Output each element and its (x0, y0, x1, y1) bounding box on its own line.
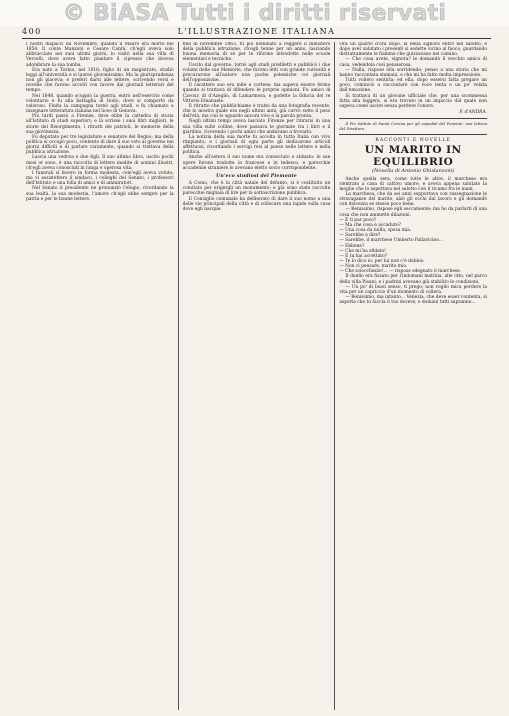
header-rule (22, 38, 491, 39)
paragraph: Anche quella sera, come tutte le altre, il marchese era rientrato a casa di cattivo umore, e aveva appena salutato la moglie che lo aspettava nel salotto con il ricamo fra le mani. (339, 176, 488, 192)
running-title: L'ILLUSTRAZIONE ITALIANA (177, 27, 336, 36)
paragraph: — Nulla, rispose ella sorridendo; penso a una storia che mi hanno raccontata stamani, e che mi ha fatto molta impressione. (339, 67, 488, 78)
paragraph: Ora un quarto d'ora dopo, la bella signora entrò nel salotto, e dopo aver salutato i presenti si sedette vicino al fuoco, guardando distrattamente le fiamme che guizzavano nel camino. (339, 42, 488, 58)
paragraph: Il ritratto che pubblichiamo è tratto da una fotografia recente, che lo mostra quale era negli ultimi anni, già curvo sotto il peso dell'età, ma con lo sguardo ancora vivo e la parola pronta. (182, 103, 331, 120)
paragraph: I funerali si fecero in forma modesta, com'egli aveva voluto; ma vi assistettero il sindaco, i colleghi del Senato, i professori dell'Istituto e una folla di amici e di ammiratori. (26, 170, 174, 187)
paragraph: Era nato a Torino, nel 1816; figlio di un magistrato, studiò leggi all'università e si laureò giovanissimo. Ma la giurisprudenza non gli piaceva; e preferì darsi alle lettere, scrivendo versi e novelle che furono accolti con favore dai giornali letterari del tempo. (26, 67, 174, 94)
dialog-line: — Te lo dico io: per lui non c'è dubbio. (339, 259, 425, 264)
page-number: 400 (22, 27, 42, 36)
paragraph: Nel 1848, quando scoppiò la guerra, entrò nell'esercito come volontario e fu alla battaglia di Goito, dove si comportò da valoroso. Finita la campagna tornò agli studi, e fu chiamato a insegnare letteratura italiana nel liceo di Genova. (26, 93, 174, 115)
section-title: Un'eco studiosi del Piemonte (216, 173, 297, 179)
paragraph: — Che cosa avete, signora? le domandò il vecchio amico di casa, vedendola così pensierosa. (339, 57, 488, 68)
dialog-line: — Ma che cosa è accaduto? (339, 222, 401, 228)
paragraph: A Como, che è la città natale del defunto, si è costituito un comitato per erigergli un monumento; e già sono state raccolte parecchie migliaia di lire per la sottoscrizione pubblica. (182, 181, 331, 197)
dialog-line: — E ti par poco? (339, 217, 377, 223)
dialog-line: — Che sciocchezze!... — rispose sdegnato il marchese. (339, 269, 462, 275)
column-left (22, 42, 178, 710)
paragraph: — Un po' di buon senso, ti prego; non voglio mica perdere la vita per un capriccio d'un momento di collera. (339, 284, 488, 295)
column-middle (178, 42, 335, 710)
dialog-line: — E tu hai accettato? (339, 253, 388, 259)
signature: F. d'ANDRA. (459, 110, 488, 116)
newspaper-page (22, 42, 491, 710)
paragraph: Lascia una vedova e due figli. Il suo ultimo libro, uscito pochi mesi or sono, è una raccolta di lettere inedite di uomini illustri, ch'egli aveva conosciuti in lunga e operosa vita. (26, 155, 174, 171)
paragraph: Il Consiglio comunale ha deliberato di dare il suo nome a una delle vie principali della città e di collocare una lapide sulla casa dove egli nacque. (182, 196, 331, 212)
story-label: RACCONTI E NOVELLE (375, 138, 452, 144)
copyright-watermark: © BiASA Tutti i diritti riservati (0, 0, 509, 26)
paragraph: Tutti vollero sentirla; ed ella, dopo essersi fatta pregare un poco, cominciò a raccontare con voce lenta e un po' velata dall'emozione. (339, 78, 488, 94)
dialog-line: — Sarebbe a dire? (339, 233, 381, 239)
paragraph: Più tardi passò a Firenze, dove ebbe la cattedra di storia all'Istituto di studi superiori; e là scrisse i suoi libri migliori, le storie del Risorgimento, i ritratti dei patrioti, le memorie della sua giovinezza. (26, 114, 174, 135)
paragraph: Il carattere suo era mite e cortese; ma sapeva essere fermo quando si trattava di difendere le proprie opinioni. Fu amico di Cavour, di d'Azeglio, di Lamarmora, e godette la fiducia del re Vittorio Emanuele. (182, 83, 331, 104)
paragraph: I nostri dispacci da Novembre, quando il Mauro era morto nel 1854. Il conte Manzoni e Cesare Cantù, ch'egli aveva solo abbracciato nei suoi ultimi giorni, lo visitò nella sua villa di Vercelli, dove aveva fatto piantare il cipresso che doveva adombrare la sua tomba. (26, 42, 174, 68)
paragraph: Uscito dal governo, tornò agli studi prediletti e pubblicò i due volumi delle sue Memorie, che furono letti con grande curiosità e procurarono all'autore non poche polemiche coi giornali dell'opposizione. (182, 62, 331, 84)
divider (339, 134, 487, 135)
paragraph: Negli ultimi tempi aveva lasciato Firenze per ritirarsi in una sua villa sulle colline, dove passava le giornate tra i libri e il giardino, ricevendo i pochi amici che andavano a trovarlo. (182, 119, 331, 135)
dialog-line: — Che mi ha sfidato! (339, 248, 386, 254)
paragraph: Si trattava di un giovane ufficiale che, per una scommessa fatta alla leggera, si era trovato in un impiccio dal quale non sapeva come uscire senza perdere l'onore. (339, 93, 488, 109)
story-title: UN MARITO IN EQUILIBRIO (364, 144, 462, 169)
paragraph: Nel Senato il presidente ne pronunziò l'elogio, ricordando la sua lealtà, la sua modestia, l'amore ch'egli ebbe sempre per la patria e per le buone lettere. (26, 186, 174, 202)
divider (339, 118, 487, 119)
dialog-line: — Non ci pensare, marito mio. (339, 264, 408, 270)
paragraph: — Benissimo, ma intanto... Venezia, che deve esser contenta, si aspetta che tu faccia il tuo dovere, e domani tutti sapranno... (339, 295, 488, 306)
story-subtitle: (Novella di Antonio Ghislanzoni) (372, 168, 455, 175)
dialog-line: — Una cosa da nulla, sposa mia. (339, 228, 412, 234)
dialog-line: — Sarebbe, il marchese Umberto Pallavicino... (339, 238, 443, 244)
paragraph: — Benissimo, rispose egli seccamente; ma ho da parlarti di una cosa che non ammette dilazioni. (339, 207, 488, 218)
dialog-line: — Ebbene? (339, 243, 365, 249)
paragraph: La marchesa, che da sei anni sopportava con rassegnazione le stravaganze del marito, alzò gli occhi dal lavoro e gli domandò con dolcezza se stesse poco bene. (339, 191, 488, 208)
column-right (334, 42, 491, 710)
paragraph: Anche all'estero il suo nome era conosciuto e stimato: le sue opere furono tradotte in francese e in tedesco, e parecchie accademie straniere lo avevano eletto socio corrispondente. (182, 155, 331, 171)
paragraph: La notizia della sua morte fu accolta in tutta Italia con vivo rimpianto; e i giornali di ogni parte gli dedicarono articoli affettuosi, ricordando i servigi resi al paese nelle lettere e nella politica. (182, 134, 331, 156)
note: Il Pio Istituto di Santa Corona per gli ospedali del Ponente: una lettera del Direttore. (339, 121, 488, 131)
paragraph: fine di novembre 1863, fu poi nominato a reggere il ministero della pubblica istruzione, ch'egli tenne per un anno, lasciando buona memoria di sé per le riforme introdotte nelle scuole elementari e tecniche. (182, 42, 331, 63)
paragraph: Il duello era fissato per l'indomani mattina, alle otto, nel parco della villa Pisani; e i padrini avevano già stabilito le condizioni. (339, 274, 488, 285)
paragraph: Fu deputato per tre legislature e senatore del Regno; ma della politica si occupò poco, contento di dare il suo voto al governo nei giorni difficili e di parlare raramente, quando si trattava della pubblica istruzione. (26, 134, 174, 156)
